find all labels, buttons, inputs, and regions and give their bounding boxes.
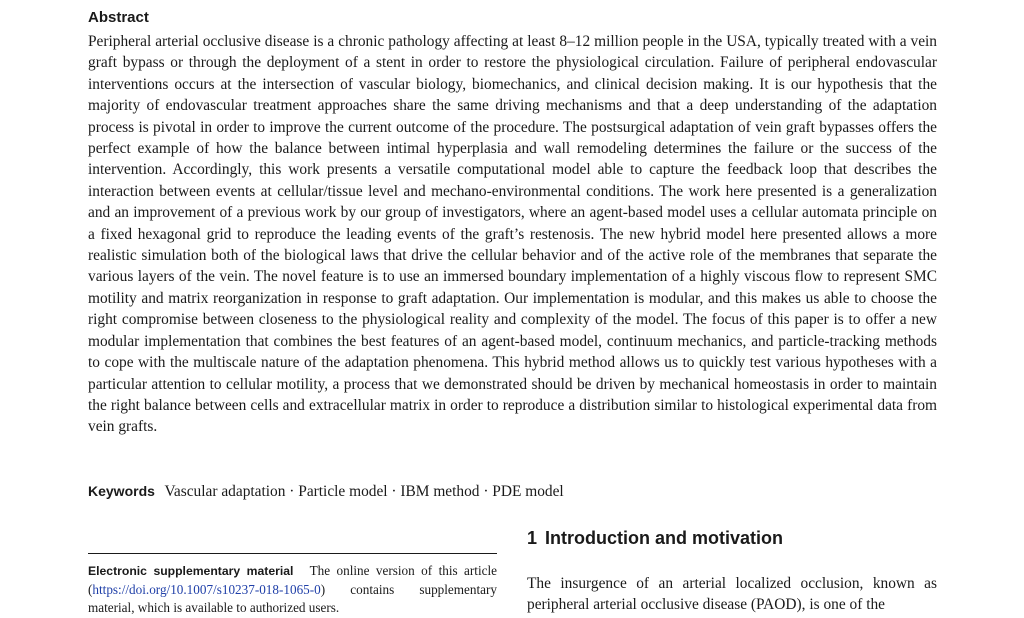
keywords-text: Vascular adaptation · Particle model · IBM method · PDE model bbox=[164, 483, 564, 500]
footnote-label: Electronic supplementary material bbox=[88, 564, 294, 578]
footnote-text-before: The online version of this article ( bbox=[88, 563, 497, 597]
section-heading bbox=[527, 528, 783, 549]
intro-paragraph: The insurgence of an arterial localized occlusion, known as peripheral arterial occlusive disease (PAOD), is one of the bbox=[527, 575, 937, 614]
abstract-body: Peripheral arterial occlusive disease is a chronic pathology affecting at least 8–12 million people in the USA, typically treated with a vein graft bypass or through the deployment of a stent in order to restore the physiological circulation. Failure of peripheral endovascular interventions occurs at the intersection of vascular biology, biomechanics, and clinical decision making. It is our hypothesis that the majority of endovascular treatment approaches share the same driving mechanisms and that a deep understanding of the adaptation process is pivotal in order to improve the current outcome of the procedure. The postsurgical adaptation of vein graft bypasses offers the perfect example of how the balance between intimal hyperplasia and wall remodeling determines the failure or the success of the intervention. Accordingly, this work presents a versatile computational model able to capture the feedback loop that describes the interaction between events at cellular/tissue level and mechano-environmental conditions. The work here presented is a generalization and an improvement of a previous work by our group of investigators, where an agent-based model uses a cellular automata principle on a fixed hexagonal grid to reproduce the leading events of the graft’s restenosis. The new hybrid model here presented allows a more realistic simulation both of the biological laws that drive the cellular behavior and of the active role of the membranes that separate the various layers of the vein. The novel feature is to use an immersed boundary implementation of a highly viscous flow to represent SMC motility and matrix reorganization in response to graft adaptation. Our implementation is modular, and this makes us able to choose the right compromise between closeness to the physiological reality and complexity of the model. The focus of this paper is to offer a new modular implementation that combines the best features of an agent-based model, continuum mechanics, and particle-tracking methods to cope with the multiscale nature of the adaptation phenomena. This hybrid method allows us to quickly test various hypotheses with a particular attention to cellular motility, a process that we demonstrated should be driven by mechanical homeostasis in order to maintain the right balance between cells and extracellular matrix in order to reproduce a distribution similar to histological experimental data from vein grafts. bbox=[88, 33, 937, 436]
abstract-heading: Abstract bbox=[88, 9, 149, 26]
footnote-text-after: ) contains supplementary material, which is available to authorized users. bbox=[88, 581, 497, 615]
supplementary-footnote bbox=[88, 562, 497, 618]
keywords-label: Keywords bbox=[88, 483, 155, 499]
section-number: 1 bbox=[527, 528, 538, 548]
footnote-divider bbox=[88, 553, 497, 554]
doi-link[interactable]: https://doi.org/10.1007/s10237-018-1065-0 bbox=[92, 581, 321, 597]
section-title: Introduction and motivation bbox=[545, 528, 783, 548]
keywords-line bbox=[88, 481, 564, 502]
